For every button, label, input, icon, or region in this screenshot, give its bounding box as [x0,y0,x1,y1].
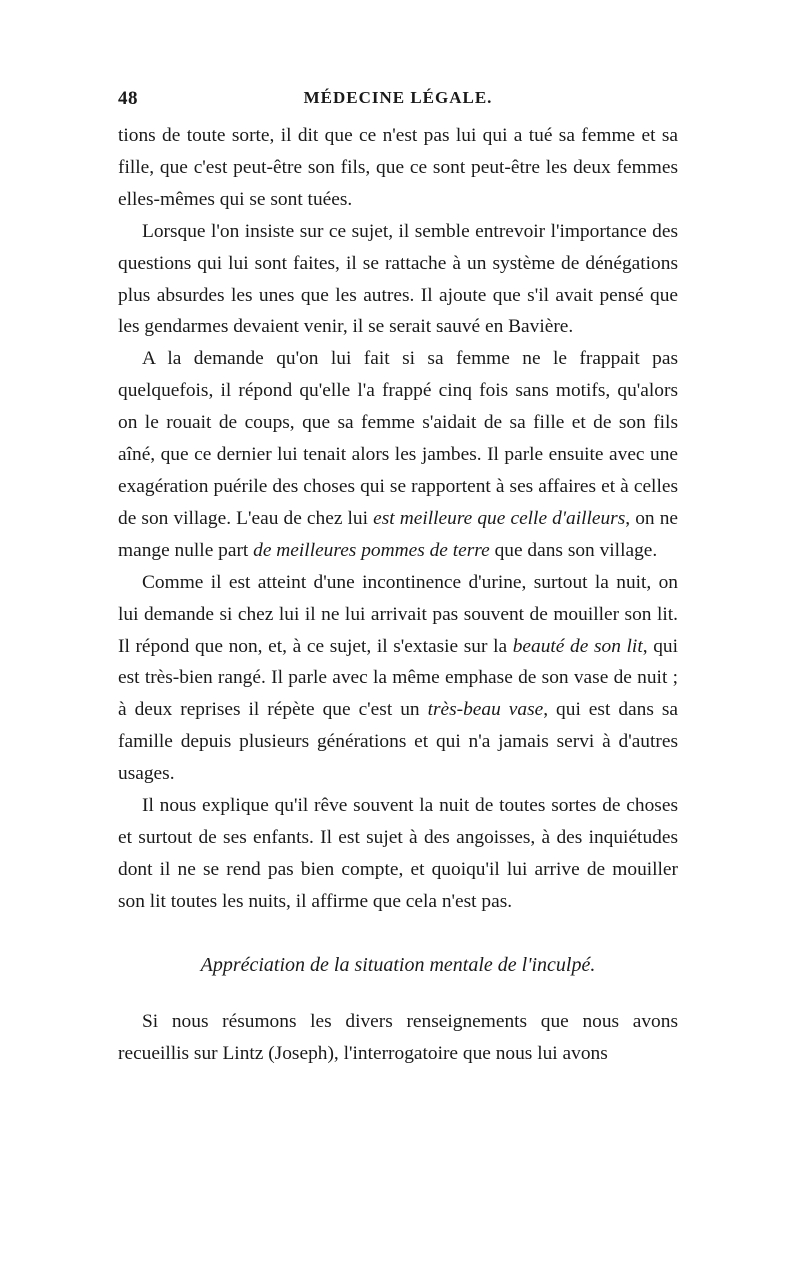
italic-phrase: de meilleures pommes de terre [253,539,490,561]
italic-phrase: est meilleure que celle d'ailleurs [373,507,626,529]
paragraph-6 [118,1006,678,1070]
body-text [118,120,678,918]
book-page [118,88,678,1069]
page-number: 48 [118,88,138,109]
italic-phrase: très-beau vase [427,699,544,721]
text-run: , qui est dans sa famille depuis plusieurs générations et qui n'a jamais servi à d'autres usages. [118,699,678,785]
text-run: tions de toute sorte, il dit que ce n'est pas lui qui a tué sa femme et sa fille, que c'est peut-être son fils, que ce sont peut-être les deux femmes elles-mêmes qui se sont tuées. [118,125,678,210]
section-heading: Appréciation de la situation mentale de l'inculpé. [200,953,596,976]
text-run: Si nous résumons les divers renseignements que nous avons recueillis sur Lintz (Joseph), l'interrogatoire que nous lui avons [118,1010,678,1064]
paragraph-3 [118,343,678,566]
paragraph-4 [118,567,678,790]
text-run: Comme il est atteint d'une incontinence d'urine, surtout la nuit, on lui demande si chez lui il ne lui arrivait pas souvent de mouiller son lit. Il répond que non, et, à ce sujet, il s'extasie sur la [118,571,678,657]
paragraph-5 [118,790,678,918]
running-head [118,88,678,120]
text-run: que dans son village. [489,539,658,561]
paragraph-2 [118,216,678,344]
text-run: Lorsque l'on insiste sur ce sujet, il semble entrevoir l'importance des questions qui lui sont faites, il se rattache à un système de dénégations plus absurdes les unes que les autres. Il ajoute que s'il avait pensé que les gendarmes devaient venir, il se serait sauvé en Bavière. [118,220,678,338]
text-run: , on ne mange nulle part [118,507,678,561]
italic-phrase: beauté de son lit [512,635,643,657]
text-run: Il nous explique qu'il rêve souvent la nuit de toutes sortes de choses et surtout de ses enfants. Il est sujet à des angoisses, à des inquiétudes dont il ne se rend pas bien compte, et quoiqu'il lui arrive de mouiller son lit toutes les nuits, il affirme que cela n'est pas. [118,795,678,912]
running-title: MÉDECINE LÉGALE. [303,88,493,107]
paragraph-1 [118,120,678,216]
text-run: A la demande qu'on lui fait si sa femme ne le frappait pas quelquefois, il répond qu'elle l'a frappé cinq fois sans motifs, qu'alors on le rouait de coups, que sa femme s'aidait de sa fille et de son fils aîné, que ce dernier lui tenait alors les jambes. Il parle ensuite avec une exagération puérile des choses qui se rapportent à ses affaires et à celles de son village. L'eau de chez lui [118,348,678,529]
text-run: , qui est très-bien rangé. Il parle avec la même emphase de son vase de nuit ; à deux reprises il répète que c'est un [118,635,678,721]
